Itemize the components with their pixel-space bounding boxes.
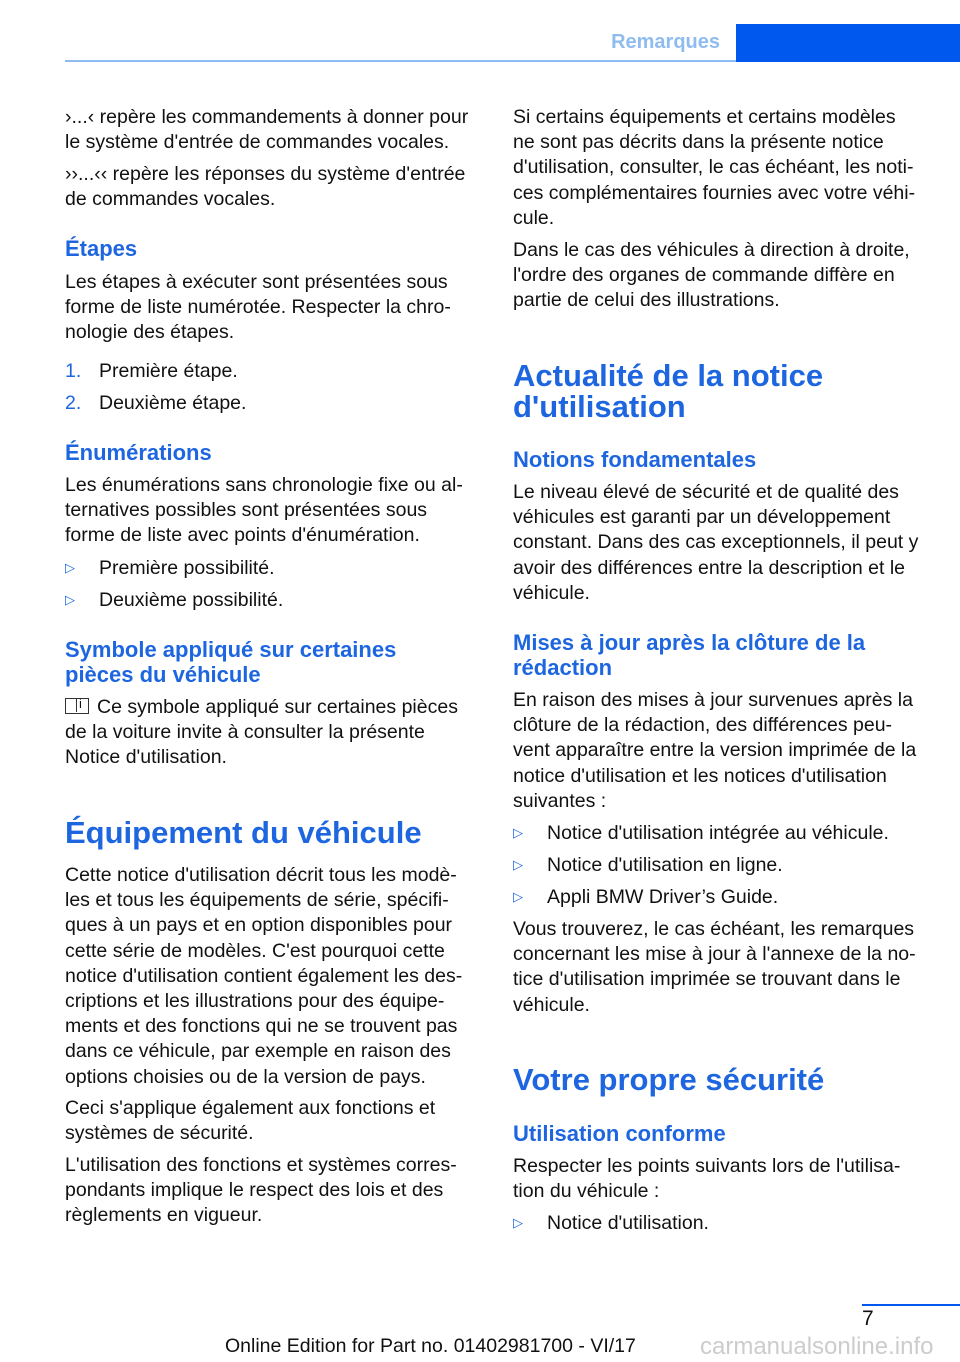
page-number: 7 <box>862 1307 874 1330</box>
step-text: Deuxième étape. <box>99 392 247 414</box>
bullet-triangle-icon: ▷ <box>513 1215 523 1230</box>
paragraph: Ceci s'applique également aux fonctions et systèmes de sécurité. <box>65 1097 436 1145</box>
heading-equipement: Équipement du véhicule <box>65 815 422 850</box>
paragraph: ››...‹‹ repère les réponses du système d'entrée de commandes vocales. <box>65 163 466 211</box>
heading-actualite: Actualité de la notice d'utilisation <box>513 358 824 424</box>
step-number: 1. <box>65 360 82 382</box>
watermark: carmanualsonline.info <box>700 1333 934 1360</box>
heading-utilisation-conforme: Utilisation conforme <box>513 1121 726 1146</box>
paragraph-first-line: Ce symbole appliqué sur certaines pièces <box>97 696 458 718</box>
bullet-text: Deuxième possibilité. <box>99 589 284 611</box>
paragraph: Les étapes à exécuter sont présentées sous forme de liste numérotée. Respecter la chro- nologie des étapes. <box>65 271 451 344</box>
step-number: 2. <box>65 392 82 414</box>
heading-securite: Votre propre sécurité <box>513 1062 825 1097</box>
bullet-triangle-icon: ▷ <box>65 560 75 575</box>
paragraph: Respecter les points suivants lors de l'utilisa- tion du véhicule : <box>513 1155 901 1203</box>
bullet-text: Notice d'utilisation intégrée au véhicule. <box>547 822 889 844</box>
heading-symbole: Symbole appliqué sur certaines pièces du véhicule <box>65 637 397 687</box>
bullet-text: Notice d'utilisation en ligne. <box>547 854 783 876</box>
paragraph <box>65 695 485 771</box>
paragraph: Vous trouverez, le cas échéant, les remarques concernant les mise à jour à l'annexe de la no- tice d'utilisation imprimée se trouvant dans le véhicule. <box>513 918 916 1016</box>
paragraph: Cette notice d'utilisation décrit tous les modè- les et tous les équipements de série, spécifi- ques à un pays et en option disponibles pour cette série de modèles. C'est pourquoi cette notice d'utilisation contient également les des- criptions et les illustrations pour des équipe- ments et des fonctions qui ne se trouvent pas dans ce véhicule, par exemple en raison des options choisies ou de la version de pays. <box>65 864 463 1088</box>
header-rule <box>65 60 736 62</box>
bullet-triangle-icon: ▷ <box>513 857 523 872</box>
paragraph: En raison des mises à jour survenues après la clôture de la rédaction, des différences peu- vent apparaître entre la version imprimée de la notice d'utilisation et les notices d'utilisation suivantes : <box>513 689 917 812</box>
heading-etapes: Étapes <box>65 236 138 261</box>
paragraph: Le niveau élevé de sécurité et de qualité des véhicules est garanti par un développement constant. Dans des cas exceptionnels, il peut y avoir des différences entre la description et le véhicule. <box>513 481 919 604</box>
heading-mises-a-jour: Mises à jour après la clôture de la rédaction <box>513 630 866 680</box>
paragraph: Les énumérations sans chronologie fixe ou al- ternatives possibles sont présentées sous forme de liste avec points d'énumération. <box>65 474 463 547</box>
footer-rule <box>862 1304 960 1306</box>
book-info-icon <box>65 698 89 714</box>
step-text: Première étape. <box>99 360 238 382</box>
heading-enumerations: Énumérations <box>65 440 212 465</box>
header-accent-bar <box>736 24 960 62</box>
bullet-triangle-icon: ▷ <box>65 592 75 607</box>
paragraph-rest: de la voiture invite à consulter la présente Notice d'utilisation. <box>65 721 425 769</box>
bullet-triangle-icon: ▷ <box>513 889 523 904</box>
bullet-text: Première possibilité. <box>99 557 275 579</box>
bullet-text: Appli BMW Driver’s Guide. <box>547 886 779 908</box>
paragraph: L'utilisation des fonctions et systèmes corres- pondants implique le respect des lois et des règlements en vigueur. <box>65 1154 457 1227</box>
section-title: Remarques <box>611 31 720 53</box>
edition-info: Online Edition for Part no. 01402981700 - VI/17 <box>225 1335 636 1357</box>
bullet-triangle-icon: ▷ <box>513 825 523 840</box>
bullet-text: Notice d'utilisation. <box>547 1212 709 1234</box>
paragraph: Si certains équipements et certains modèles ne sont pas décrits dans la présente notice d'utilisation, consulter, le cas échéant, les noti- ces complémentaires fournies avec votre véhi- cule. <box>513 106 916 229</box>
paragraph: ›...‹ repère les commandements à donner pour le système d'entrée de commandes vocales. <box>65 106 469 154</box>
paragraph: Dans le cas des véhicules à direction à droite, l'ordre des organes de commande diffère en partie de celui des illustrations. <box>513 239 910 312</box>
heading-notions: Notions fondamentales <box>513 447 757 472</box>
